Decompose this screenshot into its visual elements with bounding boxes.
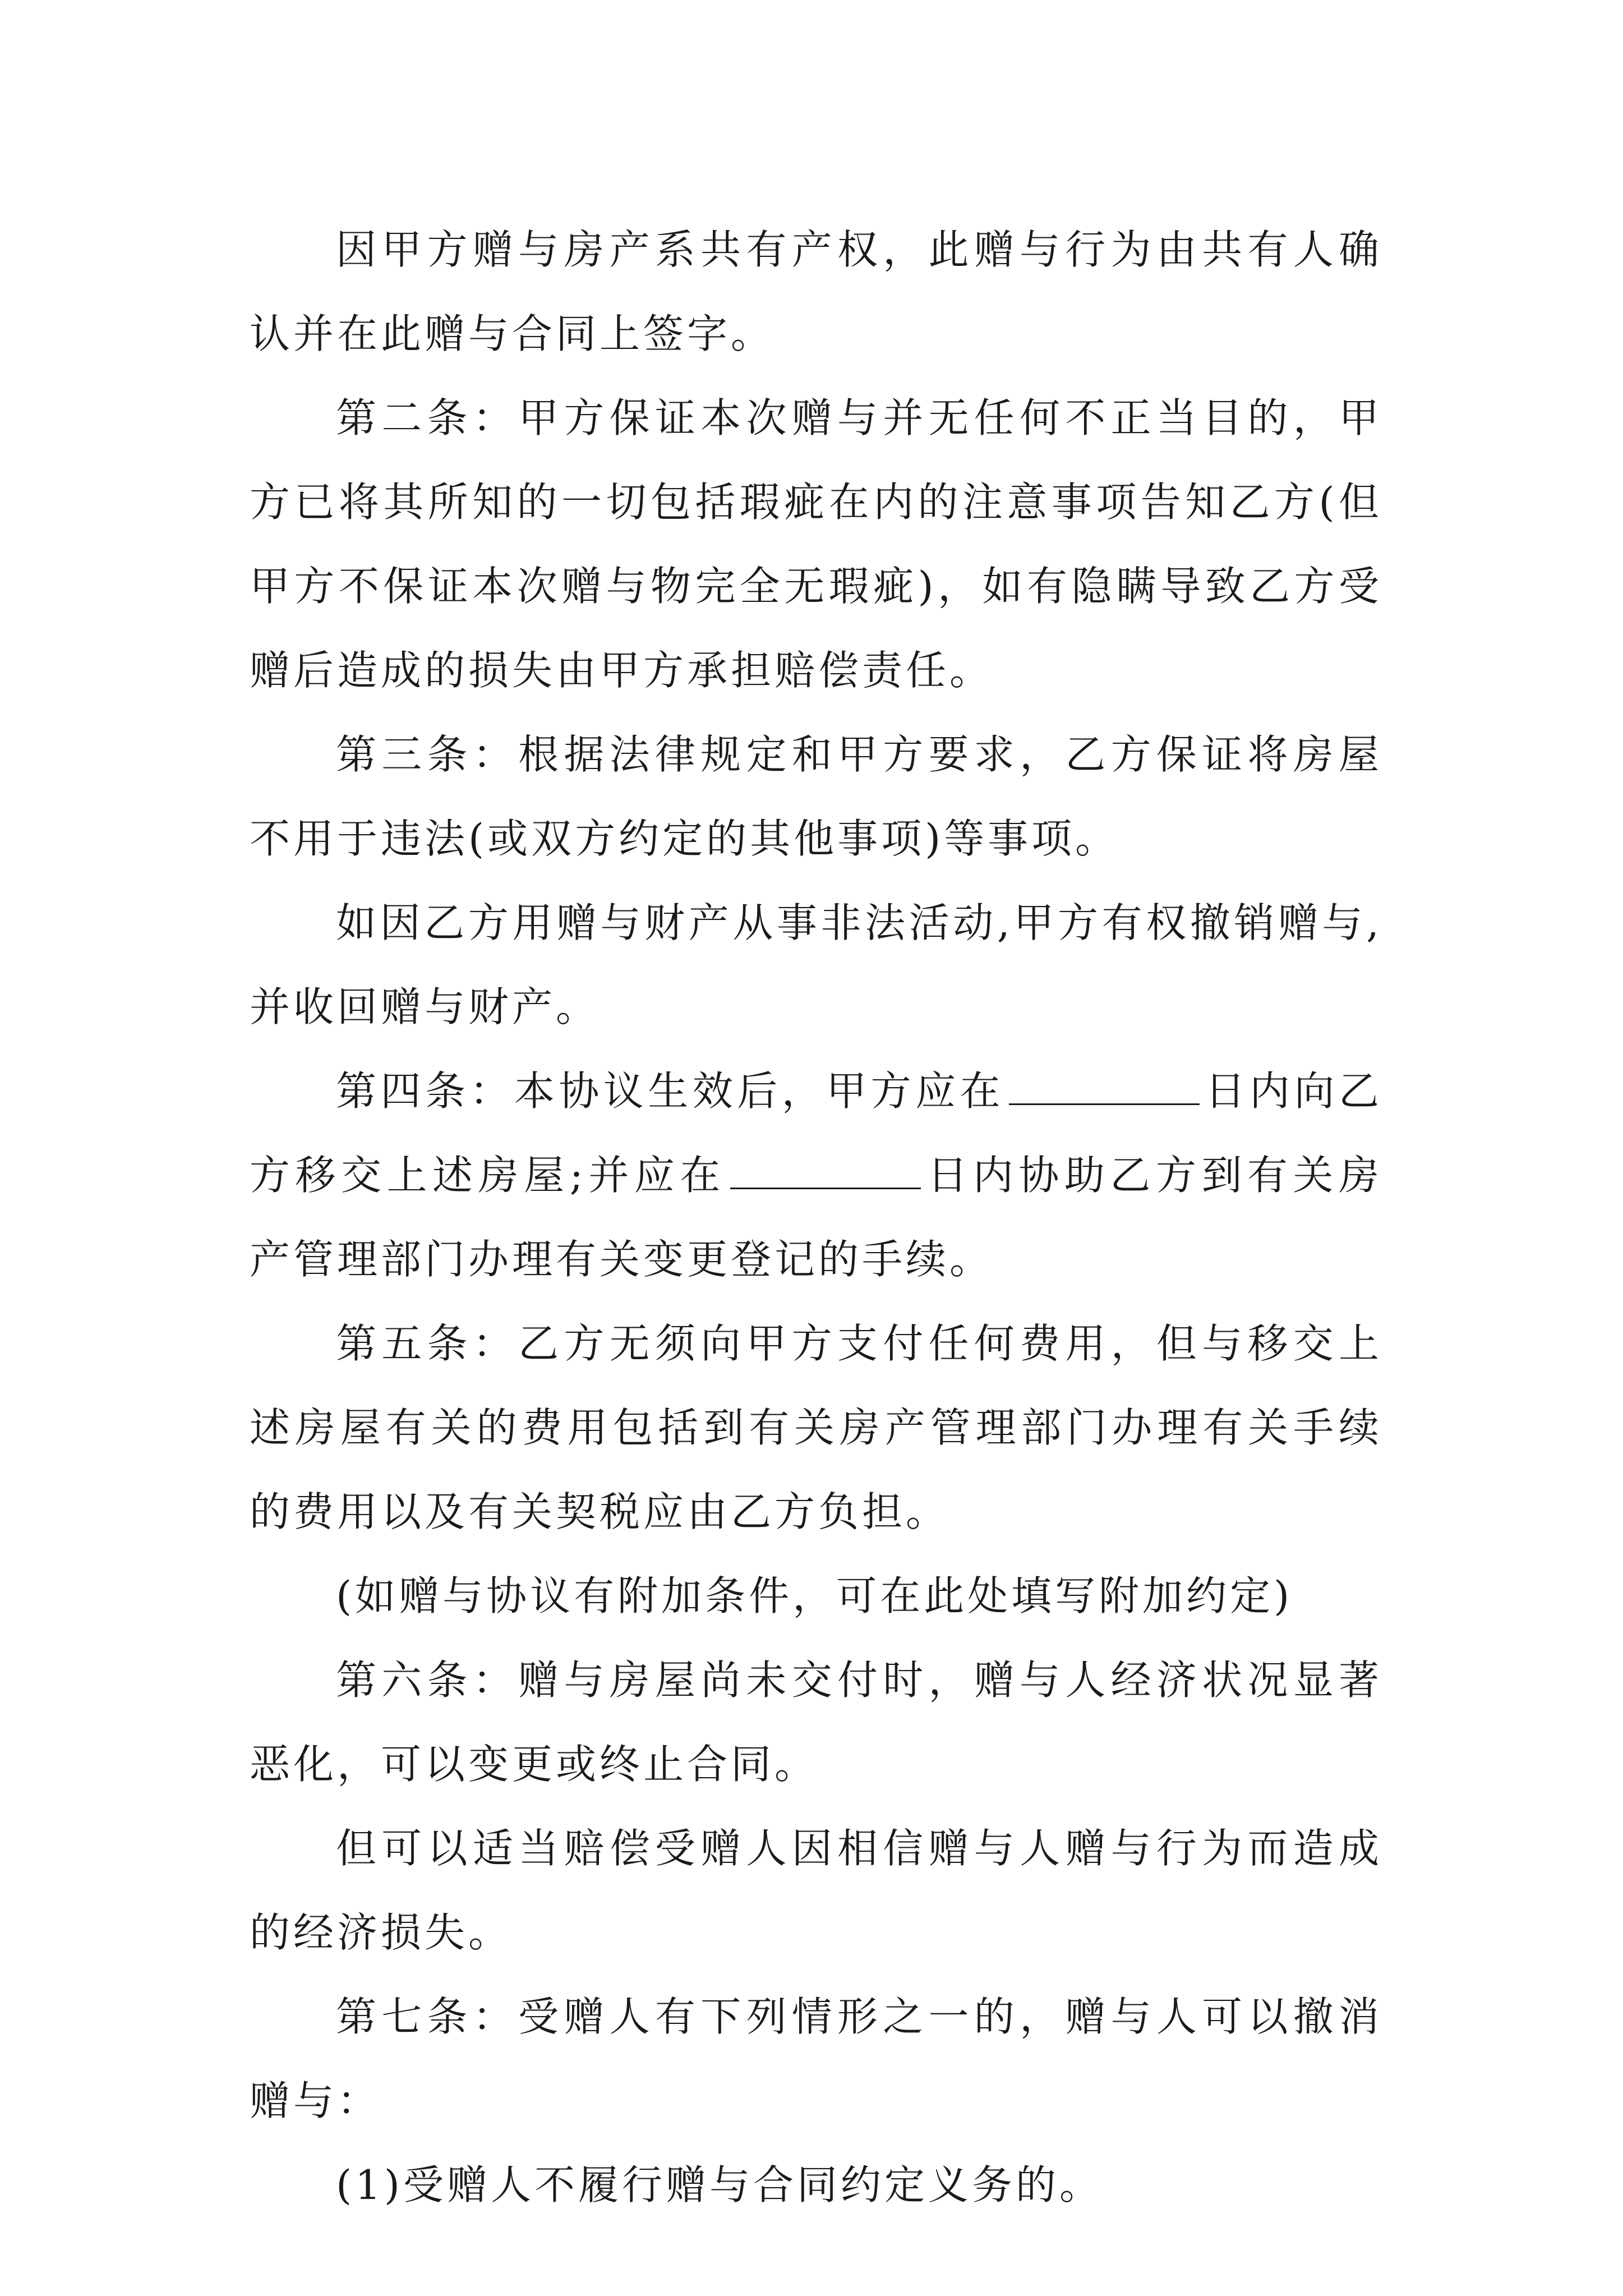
- paragraph-additional-conditions: (如赠与协议有附加条件，可在此处填写附加约定): [336, 1572, 1293, 1619]
- paragraph-co-ownership: 因甲方赠与房产系共有产权，此赠与行为由共有人确认并在此赠与合同上签字。: [250, 226, 1382, 357]
- paragraph-article-7: 第七条：受赠人有下列情形之一的，赠与人可以撤消赠与：: [250, 1993, 1382, 2124]
- paragraph-illegal-use: 如因乙方用赠与财产从事非法活动,甲方有权撤销赠与,并收回赠与财产。: [250, 899, 1382, 1030]
- paragraph-article-4: [250, 1049, 1382, 1301]
- document-body: [250, 208, 1382, 2227]
- paragraph-article-5: 第五条：乙方无须向甲方支付任何费用，但与移交上述房屋有关的费用包括到有关房产管理部门办理有关手续的费用以及有关契税应由乙方负担。: [250, 1320, 1382, 1535]
- article-4-text-part-2: 日内向乙方移交上述房屋;并应在: [250, 1068, 1382, 1199]
- paragraph-compensation: 但可以适当赔偿受赠人因相信赠与人赠与行为而造成的经济损失。: [250, 1825, 1382, 1956]
- paragraph-item-1: (1)受赠人不履行赠与合同约定义务的。: [336, 2161, 1103, 2208]
- article-4-text-part-1: 第四条：本协议生效后，甲方应在: [336, 1068, 1005, 1115]
- article-4-text-part-3: 日内协助乙方到有关房产管理部门办理有关变更登记的手续。: [250, 1152, 1382, 1283]
- days-blank-field-2[interactable]: [730, 1152, 921, 1189]
- days-blank-field-1[interactable]: [1009, 1068, 1200, 1105]
- paragraph-article-3: 第三条：根据法律规定和甲方要求，乙方保证将房屋不用于违法(或双方约定的其他事项)等事项。: [250, 731, 1382, 862]
- paragraph-article-2: 第二条：甲方保证本次赠与并无任何不正当目的，甲方已将其所知的一切包括瑕疵在内的注意事项告知乙方(但甲方不保证本次赠与物完全无瑕疵)，如有隐瞒导致乙方受赠后造成的损失由甲方承担赔偿责任。: [250, 394, 1382, 694]
- paragraph-article-6: 第六条：赠与房屋尚未交付时，赠与人经济状况显著恶化，可以变更或终止合同。: [250, 1657, 1382, 1788]
